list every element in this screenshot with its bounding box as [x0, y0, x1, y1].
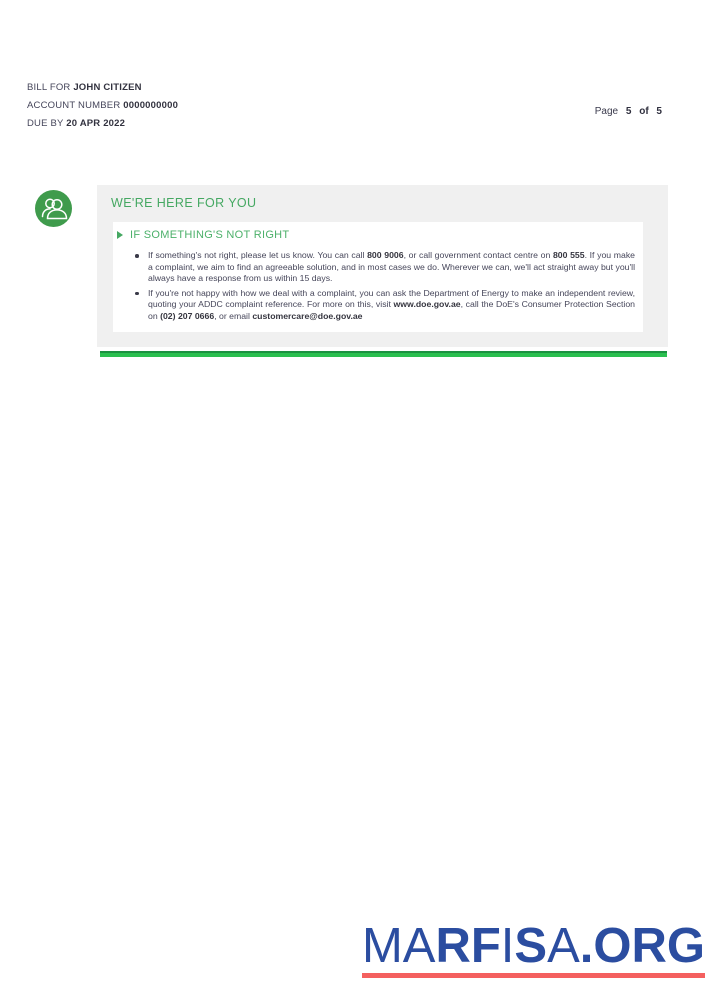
- list-item: [148, 288, 635, 323]
- due-by-label: DUE BY: [27, 118, 67, 129]
- bill-for-line: [27, 79, 178, 97]
- logo-segment: I: [500, 919, 515, 973]
- people-icon: [34, 189, 73, 228]
- bullet-text: If you're not happy with how we deal with a complaint, you can ask the Department of Energy to make an independent review, quoting your ADDC complaint reference. For more on this, visit: [148, 287, 635, 310]
- bullet-text: , call the DoE's Consumer Protection Section on: [148, 299, 635, 321]
- logo-underline: [362, 973, 705, 978]
- bill-for-label: BILL FOR: [27, 82, 74, 93]
- phone-number: 800 9006: [367, 250, 404, 260]
- page-indicator: [595, 106, 662, 117]
- website-url: www.doe.gov.ae: [393, 299, 461, 310]
- bullet-text: , or email: [214, 310, 253, 321]
- phone-number: 800 555: [552, 250, 585, 260]
- here-for-you-card: [97, 185, 668, 347]
- logo-segment: MA: [361, 919, 436, 973]
- bullet-list: [113, 250, 635, 326]
- subsection-title: IF SOMETHING'S NOT RIGHT: [130, 229, 290, 241]
- logo-segment: A: [547, 919, 580, 973]
- account-number-line: [27, 97, 178, 115]
- due-by-line: [27, 115, 178, 133]
- subsection-header: [117, 229, 289, 241]
- bullet-text: . If you make a complaint, we aim to find an agreeable solution, and in most cases we do. Wherever we can, we'll act straight away but you'll always have a response from us within 15 days.: [148, 250, 635, 284]
- logo-segment: RF: [435, 919, 501, 973]
- green-divider-bar: [100, 351, 667, 357]
- phone-number: (02) 207 0666: [160, 310, 215, 321]
- triangle-right-icon: [117, 231, 123, 239]
- logo-text: [362, 921, 705, 971]
- bill-for-value: JOHN CITIZEN: [73, 82, 142, 93]
- page-value: 5 of 5: [625, 106, 662, 117]
- email-address: customercare@doe.gov.ae: [252, 310, 363, 321]
- list-item: [148, 250, 635, 285]
- account-number-value: 0000000000: [123, 100, 179, 111]
- account-number-label: ACCOUNT NUMBER: [27, 100, 124, 111]
- if-somethings-not-right-panel: [113, 222, 643, 332]
- due-by-value: 20 APR 2022: [66, 118, 126, 129]
- page-label: Page: [594, 106, 619, 117]
- section-title: WE'RE HERE FOR YOU: [111, 196, 257, 210]
- logo-segment: S: [514, 919, 548, 973]
- logo-segment: .ORG: [579, 919, 705, 973]
- bullet-text: , or call government contact centre on: [403, 250, 553, 260]
- bill-meta: [27, 79, 178, 133]
- marfisa-logo: [362, 921, 705, 978]
- bullet-text: If something's not right, please let us know. You can call: [148, 250, 368, 260]
